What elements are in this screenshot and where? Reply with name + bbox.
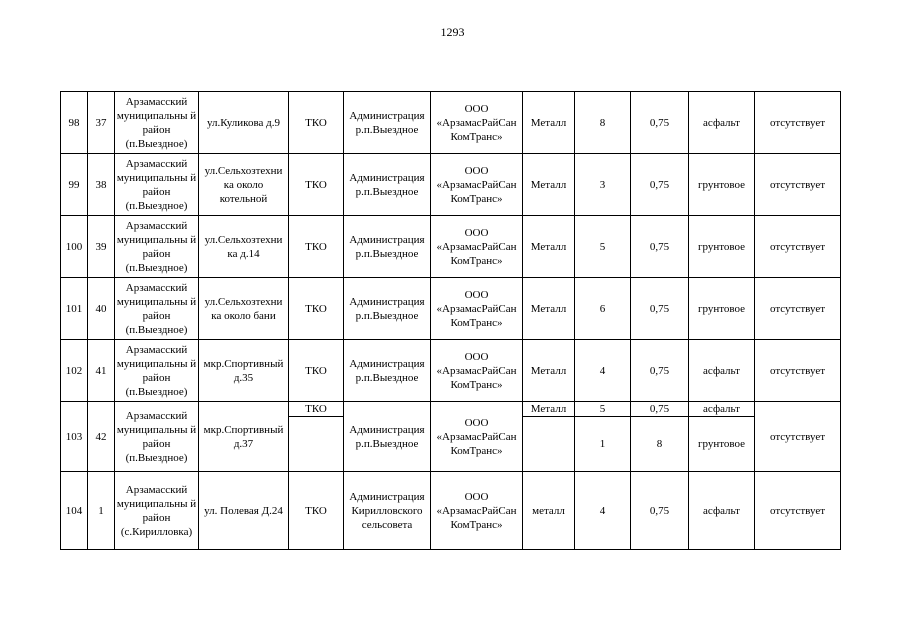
cell-owner: Администрация р.п.Выездное — [344, 92, 431, 154]
cell-volume: 0,75 — [631, 402, 689, 417]
cell-waste: ТКО — [289, 154, 344, 216]
cell-fence: отсутствует — [755, 472, 841, 550]
cell-volume: 0,75 — [631, 216, 689, 278]
cell-owner: Администрация Кирилловского сельсовета — [344, 472, 431, 550]
cell-operator: ООО «АрзамасРайСан КомТранс» — [431, 216, 523, 278]
cell-volume: 8 — [631, 417, 689, 472]
cell-surface: асфальт — [689, 472, 755, 550]
cell-owner: Администрация р.п.Выездное — [344, 402, 431, 472]
cell-volume: 0,75 — [631, 340, 689, 402]
cell-material: Металл — [523, 92, 575, 154]
cell-district: Арзамасский муниципальны й район (п.Выездное) — [115, 278, 199, 340]
cell-address: мкр.Спортивный д.35 — [199, 340, 289, 402]
cell-address: ул.Сельхозтехни ка д.14 — [199, 216, 289, 278]
cell-surface: грунтовое — [689, 278, 755, 340]
cell-surface: асфальт — [689, 402, 755, 417]
cell-material-empty — [523, 417, 575, 472]
cell-count: 4 — [575, 472, 631, 550]
cell-operator: ООО «АрзамасРайСан КомТранс» — [431, 340, 523, 402]
table-row — [61, 278, 841, 340]
cell-waste: ТКО — [289, 278, 344, 340]
table-row — [61, 154, 841, 216]
cell-district: Арзамасский муниципальны й район (с.Кирилловка) — [115, 472, 199, 550]
cell-owner: Администрация р.п.Выездное — [344, 154, 431, 216]
cell-owner: Администрация р.п.Выездное — [344, 278, 431, 340]
cell-district: Арзамасский муниципальны й район (п.Выездное) — [115, 92, 199, 154]
cell-district: Арзамасский муниципальны й район (п.Выездное) — [115, 154, 199, 216]
table-row — [61, 92, 841, 154]
cell-district: Арзамасский муниципальны й район (п.Выездное) — [115, 402, 199, 472]
cell-volume: 0,75 — [631, 154, 689, 216]
cell-fence: отсутствует — [755, 154, 841, 216]
cell-waste: ТКО — [289, 340, 344, 402]
cell-num: 104 — [61, 472, 88, 550]
cell-count: 6 — [575, 278, 631, 340]
cell-surface: грунтовое — [689, 417, 755, 472]
cell-address: ул.Сельхозтехни ка около котельной — [199, 154, 289, 216]
cell-sub: 38 — [88, 154, 115, 216]
cell-fence: отсутствует — [755, 216, 841, 278]
cell-operator: ООО «АрзамасРайСан КомТранс» — [431, 154, 523, 216]
cell-fence: отсутствует — [755, 278, 841, 340]
cell-operator: ООО «АрзамасРайСан КомТранс» — [431, 472, 523, 550]
cell-fence: отсутствует — [755, 340, 841, 402]
cell-sub: 39 — [88, 216, 115, 278]
cell-surface: грунтовое — [689, 154, 755, 216]
cell-fence: отсутствует — [755, 92, 841, 154]
cell-material: Металл — [523, 216, 575, 278]
cell-num: 99 — [61, 154, 88, 216]
cell-surface: асфальт — [689, 92, 755, 154]
cell-material: металл — [523, 472, 575, 550]
cell-surface: грунтовое — [689, 216, 755, 278]
cell-address: ул.Куликова д.9 — [199, 92, 289, 154]
table-row — [61, 472, 841, 550]
page-number: 1293 — [440, 25, 465, 39]
cell-address: ул.Сельхозтехни ка около бани — [199, 278, 289, 340]
cell-waste: ТКО — [289, 402, 344, 417]
cell-num: 98 — [61, 92, 88, 154]
cell-address: ул. Полевая Д.24 — [199, 472, 289, 550]
cell-owner: Администрация р.п.Выездное — [344, 216, 431, 278]
cell-waste-empty — [289, 417, 344, 472]
cell-surface: асфальт — [689, 340, 755, 402]
cell-volume: 0,75 — [631, 92, 689, 154]
cell-fence: отсутствует — [755, 402, 841, 472]
cell-sub: 1 — [88, 472, 115, 550]
cell-material: Металл — [523, 340, 575, 402]
cell-waste: ТКО — [289, 472, 344, 550]
cell-operator: ООО «АрзамасРайСан КомТранс» — [431, 402, 523, 472]
cell-material: Металл — [523, 402, 575, 417]
table-row — [61, 216, 841, 278]
cell-waste: ТКО — [289, 216, 344, 278]
cell-volume: 0,75 — [631, 472, 689, 550]
cell-count: 3 — [575, 154, 631, 216]
cell-material: Металл — [523, 154, 575, 216]
cell-waste: ТКО — [289, 92, 344, 154]
cell-count: 5 — [575, 216, 631, 278]
cell-volume: 0,75 — [631, 278, 689, 340]
cell-sub: 41 — [88, 340, 115, 402]
cell-sub: 42 — [88, 402, 115, 472]
cell-num: 103 — [61, 402, 88, 472]
cell-count: 1 — [575, 417, 631, 472]
cell-material: Металл — [523, 278, 575, 340]
cell-address: мкр.Спортивный д.37 — [199, 402, 289, 472]
cell-num: 102 — [61, 340, 88, 402]
cell-num: 101 — [61, 278, 88, 340]
cell-operator: ООО «АрзамасРайСан КомТранс» — [431, 92, 523, 154]
cell-count: 4 — [575, 340, 631, 402]
cell-sub: 40 — [88, 278, 115, 340]
cell-num: 100 — [61, 216, 88, 278]
cell-sub: 37 — [88, 92, 115, 154]
cell-owner: Администрация р.п.Выездное — [344, 340, 431, 402]
waste-sites-table — [60, 91, 841, 550]
table-row — [61, 402, 841, 417]
table-row — [61, 340, 841, 402]
cell-count: 8 — [575, 92, 631, 154]
cell-district: Арзамасский муниципальны й район (п.Выездное) — [115, 216, 199, 278]
cell-count: 5 — [575, 402, 631, 417]
cell-district: Арзамасский муниципальны й район (п.Выездное) — [115, 340, 199, 402]
cell-operator: ООО «АрзамасРайСан КомТранс» — [431, 278, 523, 340]
